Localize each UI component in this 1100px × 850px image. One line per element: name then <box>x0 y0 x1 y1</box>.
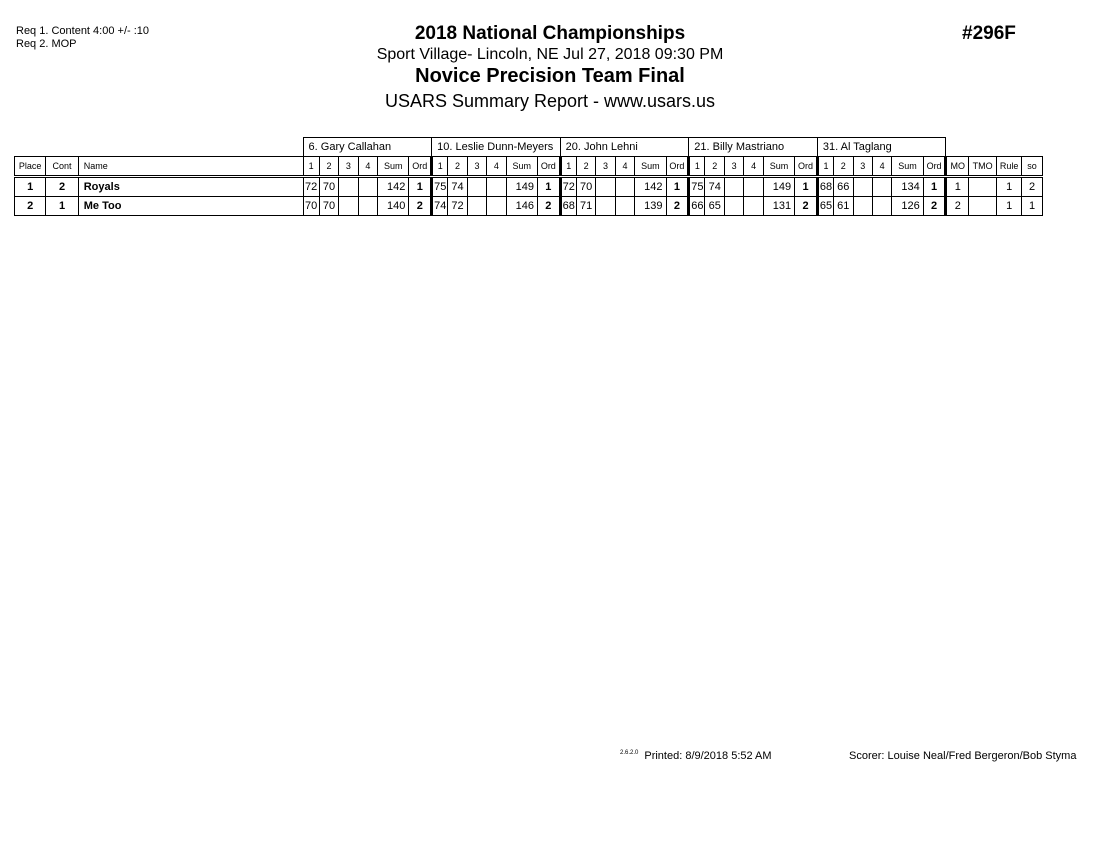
judge-2-col-score-4: 4 <box>487 157 506 177</box>
judge-3-score-2-cell: 70 <box>576 177 595 197</box>
result-row <box>15 197 1043 216</box>
judge-1-score-1-cell: 72 <box>303 177 319 197</box>
judge-5-col-sum: Sum <box>892 157 923 177</box>
judge-3-score-1-cell: 68 <box>560 197 576 216</box>
judge-4-sum-cell: 149 <box>763 177 794 197</box>
printed-timestamp: Printed: 8/9/2018 5:52 AM <box>644 750 772 762</box>
col-name: Name <box>78 157 303 177</box>
so-cell: 2 <box>1022 177 1043 197</box>
event-title: Novice Precision Team Final <box>415 65 685 87</box>
col-rule: Rule <box>997 157 1022 177</box>
rule-cell: 1 <box>997 197 1022 216</box>
judge-4-col-score-2: 2 <box>705 157 724 177</box>
contestant-number-cell: 1 <box>46 197 78 216</box>
judge-3-score-2-cell: 71 <box>576 197 595 216</box>
judge-5-ordinal-cell: 1 <box>923 177 946 197</box>
venue-date: Sport Village- Lincoln, NE Jul 27, 2018 09:30 PM <box>376 46 724 63</box>
judge-5-col-ord: Ord <box>923 157 946 177</box>
judge-3-ordinal-cell: 2 <box>666 197 689 216</box>
judge-2-score-4-cell <box>487 197 506 216</box>
judge-4-score-4-cell <box>744 177 763 197</box>
col-so: so <box>1022 157 1043 177</box>
team-name-cell: Me Too <box>78 197 303 216</box>
judge-5-sum-cell: 126 <box>892 197 923 216</box>
contestant-number-cell: 2 <box>46 177 78 197</box>
judge-3-col-ord: Ord <box>666 157 689 177</box>
requirement-2: Req 2. MOP <box>16 38 77 50</box>
results-table <box>14 137 1043 216</box>
requirements-block <box>16 25 149 51</box>
judge-5-name: 31. Al Taglang <box>817 138 946 157</box>
judge-1-score-3-cell <box>339 197 358 216</box>
event-number: #296F <box>962 23 1016 44</box>
team-name-cell: Royals <box>78 177 303 197</box>
judge-1-col-score-4: 4 <box>358 157 377 177</box>
judge-4-ordinal-cell: 2 <box>795 197 818 216</box>
judge-5-score-4-cell <box>872 177 891 197</box>
judge-4-col-sum: Sum <box>763 157 794 177</box>
judge-2-score-3-cell <box>467 197 486 216</box>
judge-2-sum-cell: 149 <box>506 177 537 197</box>
judge-3-col-score-4: 4 <box>615 157 634 177</box>
judge-2-ordinal-cell: 1 <box>537 177 560 197</box>
report-header <box>300 23 800 113</box>
printed-info <box>620 750 772 762</box>
judge-1-score-1-cell: 70 <box>303 197 319 216</box>
judge-1-sum-cell: 142 <box>378 177 409 197</box>
col-cont: Cont <box>46 157 78 177</box>
judge-1-ordinal-cell: 1 <box>409 177 432 197</box>
judge-1-score-3-cell <box>339 177 358 197</box>
judge-3-sum-cell: 142 <box>635 177 666 197</box>
software-version: 2.6.2.0 <box>620 750 639 756</box>
report-subtitle: USARS Summary Report - www.usars.us <box>384 91 716 111</box>
judge-4-sum-cell: 131 <box>763 197 794 216</box>
judge-3-col-score-3: 3 <box>596 157 615 177</box>
judge-2-col-score-1: 1 <box>432 157 448 177</box>
judge-1-sum-cell: 140 <box>378 197 409 216</box>
judge-4-col-score-1: 1 <box>689 157 705 177</box>
place-cell: 1 <box>15 177 46 197</box>
so-cell: 1 <box>1022 197 1043 216</box>
judge-3-score-3-cell <box>596 177 615 197</box>
judge-3-sum-cell: 139 <box>635 197 666 216</box>
championship-title: 2018 National Championships <box>414 23 686 44</box>
judge-2-score-2-cell: 74 <box>448 177 467 197</box>
scorer-info: Scorer: Louise Neal/Fred Bergeron/Bob Styma <box>849 750 1077 762</box>
judge-5-score-2-cell: 61 <box>834 197 853 216</box>
judge-3-ordinal-cell: 1 <box>666 177 689 197</box>
judge-4-score-2-cell: 65 <box>705 197 724 216</box>
judge-5-score-1-cell: 65 <box>817 197 833 216</box>
tmo-cell <box>969 197 997 216</box>
col-place: Place <box>15 157 46 177</box>
judge-2-col-score-3: 3 <box>467 157 486 177</box>
judge-2-score-1-cell: 74 <box>432 197 448 216</box>
judge-4-col-ord: Ord <box>795 157 818 177</box>
judge-2-score-1-cell: 75 <box>432 177 448 197</box>
rule-cell: 1 <box>997 177 1022 197</box>
judge-5-score-2-cell: 66 <box>834 177 853 197</box>
judge-4-ordinal-cell: 1 <box>795 177 818 197</box>
judge-4-score-4-cell <box>744 197 763 216</box>
judge-2-col-ord: Ord <box>537 157 560 177</box>
judge-3-score-4-cell <box>615 197 634 216</box>
judge-5-score-4-cell <box>872 197 891 216</box>
judge-5-col-score-3: 3 <box>853 157 872 177</box>
judge-2-name: 10. Leslie Dunn-Meyers <box>432 138 561 157</box>
judge-2-col-sum: Sum <box>506 157 537 177</box>
judge-1-col-score-3: 3 <box>339 157 358 177</box>
judge-1-col-score-1: 1 <box>303 157 319 177</box>
place-cell: 2 <box>15 197 46 216</box>
mo-cell: 1 <box>946 177 969 197</box>
judge-4-score-3-cell <box>724 197 743 216</box>
judge-1-score-4-cell <box>358 177 377 197</box>
judge-5-col-score-4: 4 <box>872 157 891 177</box>
judge-2-score-3-cell <box>467 177 486 197</box>
judge-4-col-score-4: 4 <box>744 157 763 177</box>
judge-4-score-2-cell: 74 <box>705 177 724 197</box>
col-tmo: TMO <box>969 157 997 177</box>
judge-1-ordinal-cell: 2 <box>409 197 432 216</box>
judge-3-score-1-cell: 72 <box>560 177 576 197</box>
judge-1-score-2-cell: 70 <box>319 197 338 216</box>
judge-3-col-sum: Sum <box>635 157 666 177</box>
judge-1-score-2-cell: 70 <box>319 177 338 197</box>
requirement-1: Req 1. Content 4:00 +/- :10 <box>16 25 150 37</box>
judge-3-col-score-1: 1 <box>560 157 576 177</box>
judge-4-score-1-cell: 66 <box>689 197 705 216</box>
judge-4-col-score-3: 3 <box>724 157 743 177</box>
judge-1-col-score-2: 2 <box>319 157 338 177</box>
judge-5-col-score-1: 1 <box>817 157 833 177</box>
tmo-cell <box>969 177 997 197</box>
col-mo: MO <box>946 157 969 177</box>
judge-2-score-2-cell: 72 <box>448 197 467 216</box>
judge-1-name: 6. Gary Callahan <box>303 138 432 157</box>
judge-2-ordinal-cell: 2 <box>537 197 560 216</box>
judge-5-col-score-2: 2 <box>834 157 853 177</box>
judge-1-col-sum: Sum <box>378 157 409 177</box>
judge-4-name: 21. Billy Mastriano <box>689 138 818 157</box>
judge-5-score-1-cell: 68 <box>817 177 833 197</box>
judge-3-col-score-2: 2 <box>576 157 595 177</box>
judge-2-sum-cell: 146 <box>506 197 537 216</box>
judge-4-score-3-cell <box>724 177 743 197</box>
judge-2-score-4-cell <box>487 177 506 197</box>
mo-cell: 2 <box>946 197 969 216</box>
judge-2-col-score-2: 2 <box>448 157 467 177</box>
judge-5-score-3-cell <box>853 177 872 197</box>
judge-3-score-3-cell <box>596 197 615 216</box>
column-header-row <box>15 157 1043 177</box>
judge-3-name: 20. John Lehni <box>560 138 689 157</box>
judge-header-row <box>15 138 1043 157</box>
judge-3-score-4-cell <box>615 177 634 197</box>
judge-5-sum-cell: 134 <box>892 177 923 197</box>
judge-4-score-1-cell: 75 <box>689 177 705 197</box>
result-row <box>15 177 1043 197</box>
judge-5-score-3-cell <box>853 197 872 216</box>
judge-1-score-4-cell <box>358 197 377 216</box>
judge-5-ordinal-cell: 2 <box>923 197 946 216</box>
judge-1-col-ord: Ord <box>409 157 432 177</box>
